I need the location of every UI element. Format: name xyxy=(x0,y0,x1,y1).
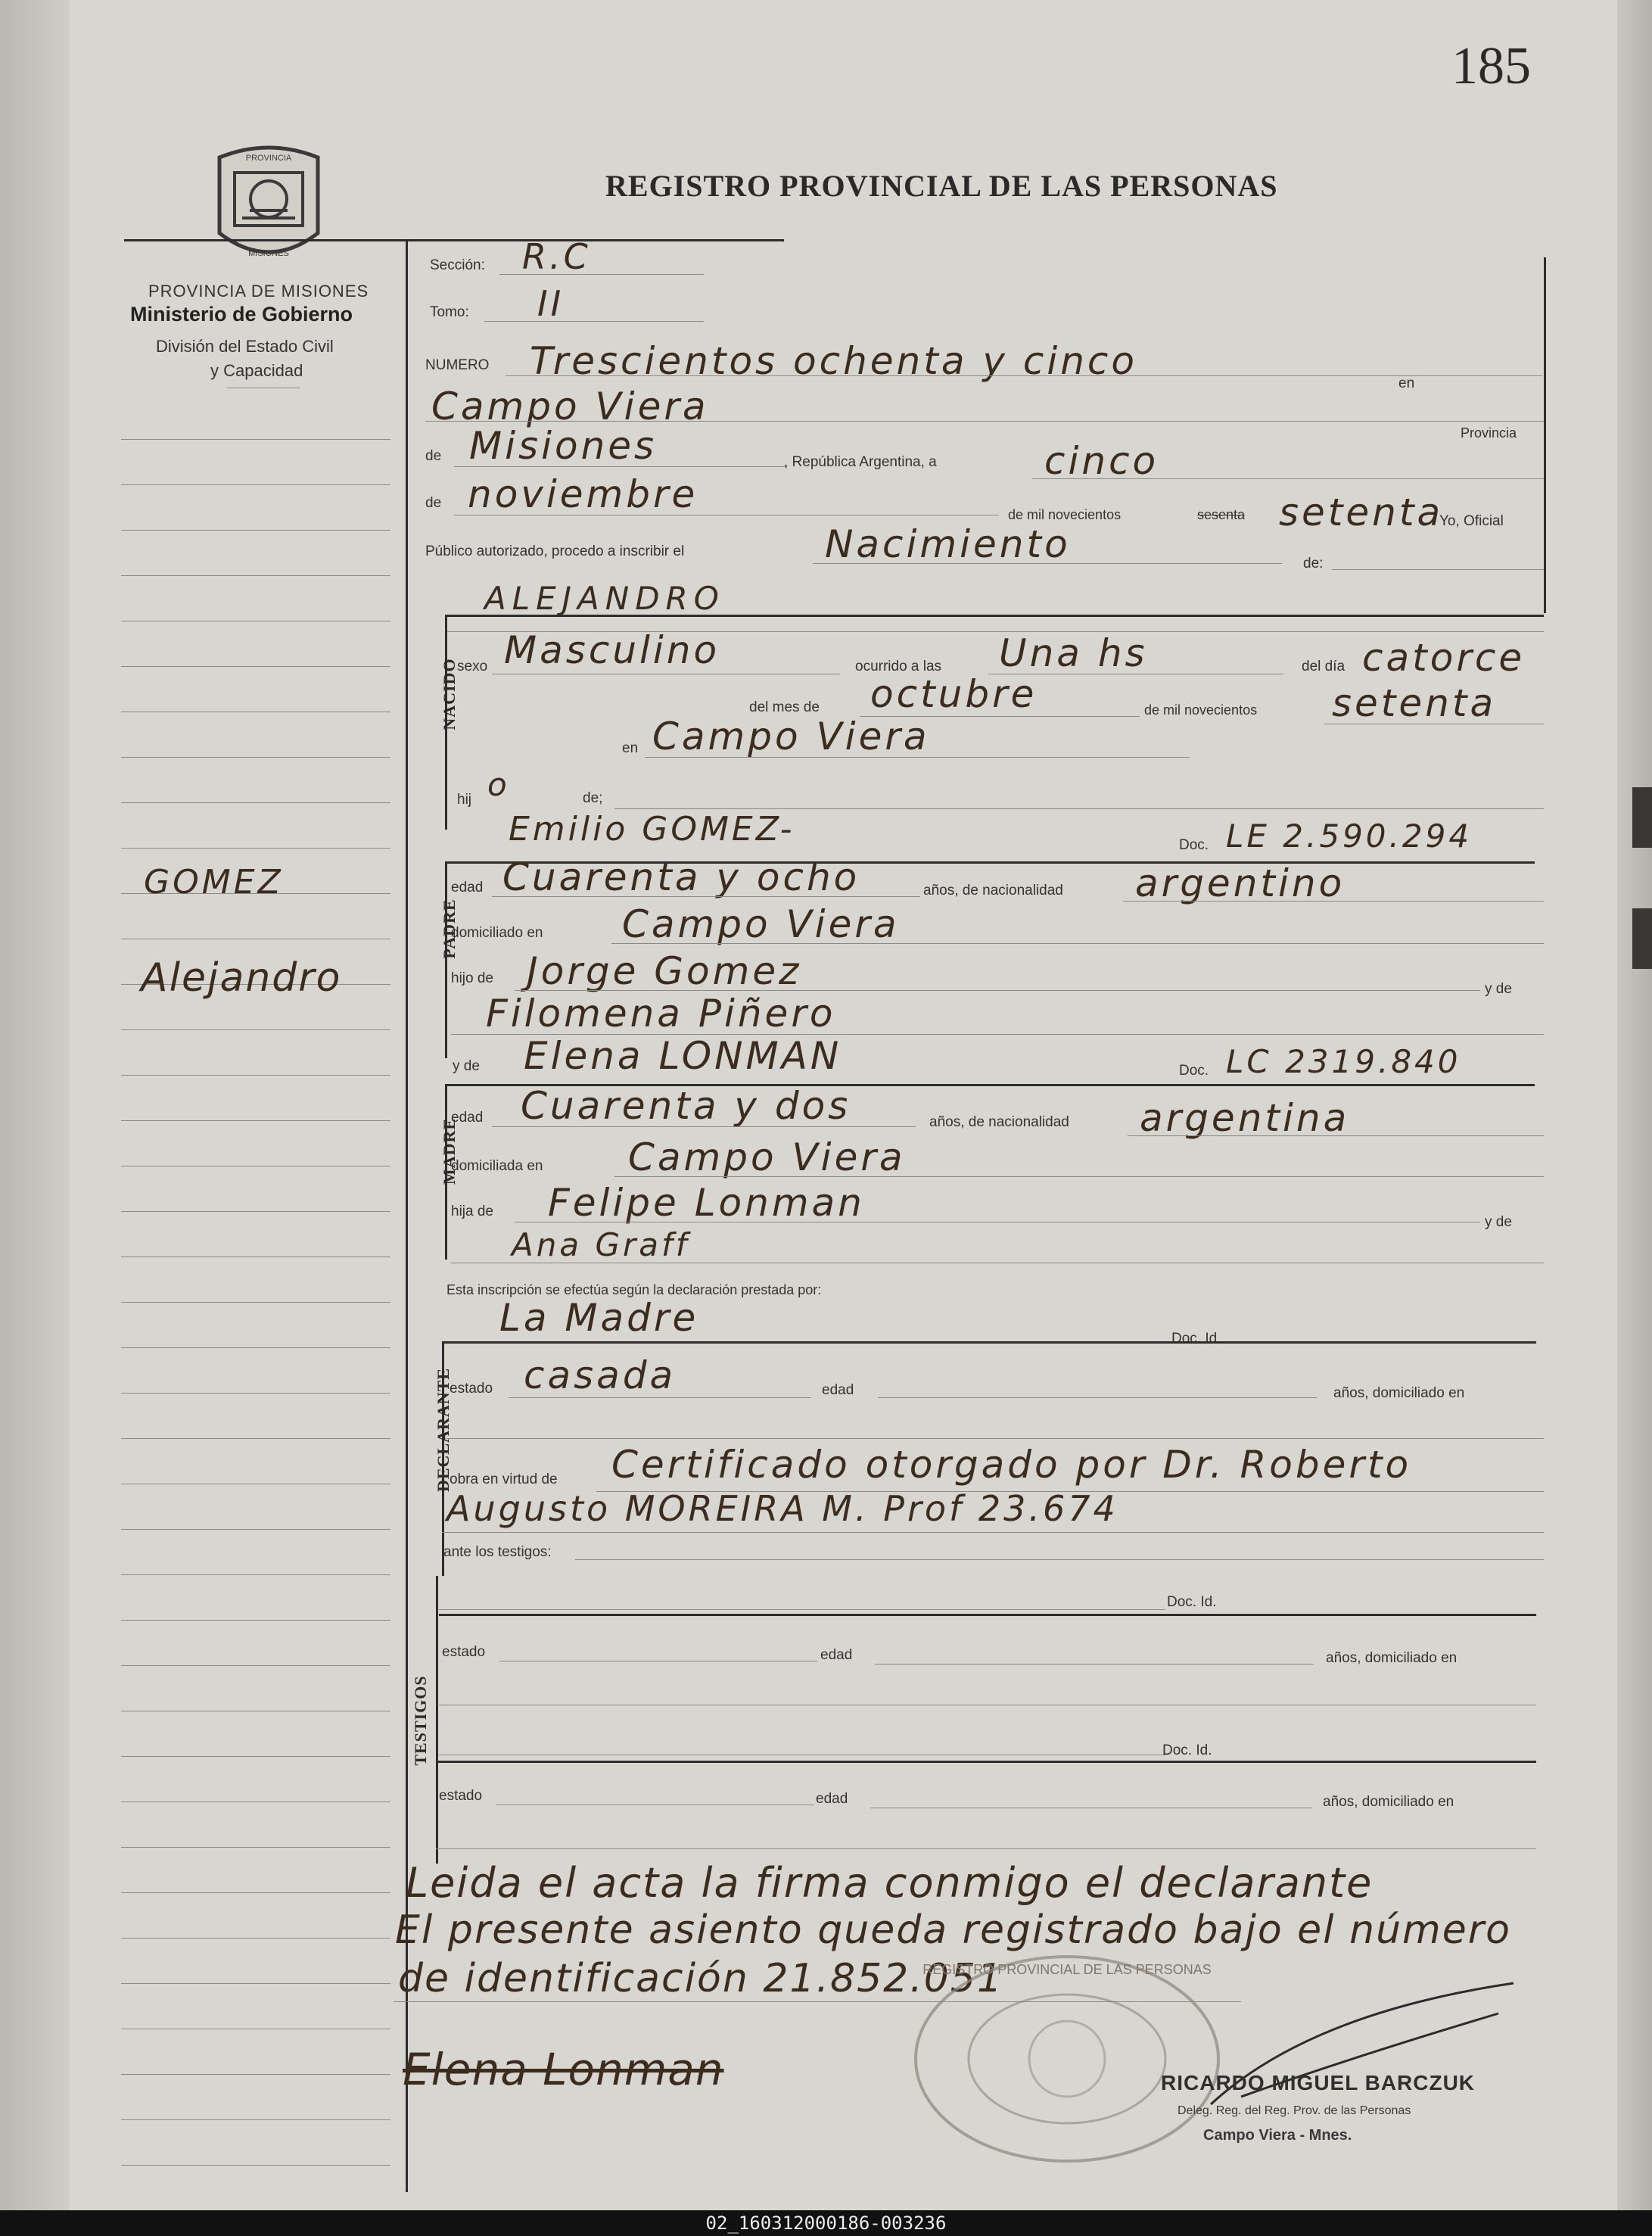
binder-tab xyxy=(1632,787,1652,848)
testigo1-rule xyxy=(439,1614,1536,1616)
sesenta-struck-label: sesenta xyxy=(1197,507,1246,522)
numero-label: NUMERO xyxy=(425,357,490,373)
tomo-value: II xyxy=(537,283,565,324)
de-semicolon-label: de; xyxy=(583,790,603,806)
dia-nacimiento-value: catorce xyxy=(1362,636,1526,680)
underline xyxy=(614,808,1544,809)
seccion-value: R.C xyxy=(522,236,591,277)
declarante-anos-label: años, domiciliado en xyxy=(1333,1385,1465,1401)
anio-nacimiento-value: setenta xyxy=(1332,681,1497,725)
seal-top-text: PROVINCIA xyxy=(245,154,292,163)
page-number: 185 xyxy=(1451,37,1531,95)
underline xyxy=(1123,901,1544,902)
declarante-label: DECLARANTE xyxy=(434,1367,453,1493)
padre-domicilio-label: domiciliado en xyxy=(451,925,543,941)
seccion-label: Sección: xyxy=(430,257,485,273)
closing-line-3: de identificación 21.852.051 xyxy=(398,1956,1004,2001)
padre-domicilio-value: Campo Viera xyxy=(622,902,900,946)
underline xyxy=(436,1848,1536,1849)
provincia-value: Misiones xyxy=(469,424,658,468)
margin-surname: GOMEZ xyxy=(144,863,284,902)
lugar-value: Campo Viera xyxy=(431,385,709,428)
padre-label: PADRE xyxy=(440,898,459,959)
top-rule xyxy=(406,239,784,241)
madre-label: MADRE xyxy=(440,1117,459,1185)
esta-inscripcion-label: Esta inscripción se efectúa según la declaración prestada por: xyxy=(446,1282,822,1297)
official-seal-icon xyxy=(908,1938,1226,2165)
underline xyxy=(1332,569,1544,570)
underline xyxy=(499,274,704,275)
declarante-estado-label: estado xyxy=(450,1381,493,1397)
madre-domicilio-label: domiciliada en xyxy=(451,1158,543,1174)
testigo1-doc-label: Doc. Id. xyxy=(1167,1594,1217,1610)
padre-madre-value: Filomena Piñero xyxy=(486,992,836,1035)
padre-nombre-value: Emilio GOMEZ- xyxy=(509,810,795,849)
underline xyxy=(813,563,1282,564)
province-label: PROVINCIA DE MISIONES xyxy=(148,282,369,301)
obra-virtud-line2: Augusto MOREIRA M. Prof 23.674 xyxy=(446,1488,1118,1529)
padre-edad-label: edad xyxy=(451,880,484,895)
madre-hija-de-label: hija de xyxy=(451,1204,493,1219)
testigo2-anos-label: años, domiciliado en xyxy=(1323,1794,1454,1810)
closing-line-1: Leida el acta la firma conmigo el declarante xyxy=(406,1859,1374,1907)
seal-text: REGISTRO PROVINCIAL DE LAS PERSONAS xyxy=(922,1962,1212,1977)
provincia-label: Provincia xyxy=(1461,425,1517,441)
padre-nacionalidad-value: argentino xyxy=(1135,861,1346,905)
officer-name: RICARDO MIGUEL BARCZUK xyxy=(1161,2071,1476,2094)
padre-doc-value: LE 2.590.294 xyxy=(1226,817,1473,855)
padre-hijo-de-label: hijo de xyxy=(451,970,493,986)
mes-value: noviembre xyxy=(468,472,698,516)
madre-edad-label: edad xyxy=(451,1110,484,1126)
de-mil-novecientos-label-2: de mil novecientos xyxy=(1144,702,1258,718)
declarante-doc-label: Doc. Id. xyxy=(1171,1331,1221,1347)
officer-role: Deleg. Reg. del Reg. Prov. de las Personas xyxy=(1178,2104,1411,2117)
republica-label: , República Argentina, a xyxy=(784,454,937,470)
hij-label: hij xyxy=(457,792,472,808)
dia-value: cinco xyxy=(1044,439,1159,483)
de-label: de xyxy=(425,448,442,464)
declarante-value: La Madre xyxy=(499,1296,699,1340)
padre-padre-value: Jorge Gomez xyxy=(527,949,802,993)
underline xyxy=(515,990,1480,991)
madre-domicilio-value: Campo Viera xyxy=(628,1135,906,1179)
nombre-value: ALEJANDRO xyxy=(484,580,725,617)
image-id-footer: 02_160312000186-003236 xyxy=(0,2210,1652,2236)
hijo-sufijo-value: o xyxy=(487,766,510,803)
padre-doc-label: Doc. xyxy=(1179,837,1209,853)
underline xyxy=(492,896,920,897)
declarante-estado-value: casada xyxy=(524,1353,677,1397)
padre-nacionalidad-label: años, de nacionalidad xyxy=(923,883,1063,898)
left-column-top-rule xyxy=(124,239,406,241)
underline xyxy=(645,757,1190,758)
madre-nacionalidad-label: años, de nacionalidad xyxy=(929,1114,1069,1130)
underline xyxy=(506,375,1542,376)
madre-doc-label: Doc. xyxy=(1179,1063,1209,1079)
underline xyxy=(575,1559,1544,1560)
madre-madre-value: Ana Graff xyxy=(512,1226,690,1263)
madre-y-de-label-2: y de xyxy=(1485,1214,1512,1230)
anio-value: setenta xyxy=(1279,490,1444,534)
numero-value: Trescientos ochenta y cinco xyxy=(530,339,1137,383)
del-dia-label: del día xyxy=(1302,659,1346,674)
underline xyxy=(614,1176,1544,1177)
underline xyxy=(425,421,1544,422)
madre-y-de-label: y de xyxy=(453,1058,480,1074)
division-label: División del Estado Civil xyxy=(156,337,334,356)
testigos-intro-label: ante los testigos: xyxy=(443,1544,552,1560)
obra-virtud-label: obra en virtud de xyxy=(450,1471,558,1487)
underline xyxy=(454,466,787,467)
underline xyxy=(442,1532,1544,1533)
underline xyxy=(509,1397,811,1398)
division-label-2: y Capacidad xyxy=(210,361,303,380)
madre-doc-value: LC 2319.840 xyxy=(1226,1043,1461,1080)
testigo2-doc-label: Doc. Id. xyxy=(1162,1742,1212,1758)
publico-label: Público autorizado, procedo a inscribir el xyxy=(425,543,685,559)
padre-y-de-label: y de xyxy=(1485,981,1512,997)
de-label-2: de xyxy=(425,495,442,511)
ministry-label: Ministerio de Gobierno xyxy=(130,303,353,325)
testigos-label: TESTIGOS xyxy=(411,1675,430,1766)
testigo1-edad-label: edad xyxy=(820,1647,853,1663)
sexo-label: sexo xyxy=(457,659,488,674)
mes-nacimiento-value: octubre xyxy=(870,672,1038,716)
nacido-label: NACIDO xyxy=(440,658,459,730)
en-label-2: en xyxy=(622,740,639,756)
madre-edad-value: Cuarenta y dos xyxy=(521,1084,851,1128)
underline xyxy=(446,1438,1544,1439)
declarante-edad-label: edad xyxy=(822,1382,854,1398)
underline xyxy=(492,1126,916,1127)
binding-strip xyxy=(1617,0,1652,2210)
ocurrido-label: ocurrido a las xyxy=(855,659,942,674)
en-label: en xyxy=(1398,375,1415,391)
del-mes-label: del mes de xyxy=(749,699,820,715)
declarante-top-rule xyxy=(442,1341,1536,1344)
obra-virtud-line1: Certificado otorgado por Dr. Roberto xyxy=(611,1443,1412,1487)
lugar-nacimiento-value: Campo Viera xyxy=(652,715,930,758)
yo-oficial-label: Yo, Oficial xyxy=(1439,513,1504,529)
de-colon-label: de: xyxy=(1303,556,1324,571)
testigo1-estado-label: estado xyxy=(442,1644,486,1660)
madre-nombre-value: Elena LONMAN xyxy=(524,1034,842,1078)
tomo-label: Tomo: xyxy=(430,304,469,320)
acto-value: Nacimiento xyxy=(825,522,1071,566)
paper-edge xyxy=(0,0,70,2236)
document-title: REGISTRO PROVINCIAL DE LAS PERSONAS xyxy=(605,169,1278,203)
closing-line-2: El presente asiento queda registrado bajo el número xyxy=(395,1907,1511,1953)
sexo-value: Masculino xyxy=(504,628,720,672)
padre-edad-value: Cuarenta y ocho xyxy=(502,855,860,899)
underline xyxy=(1032,478,1544,479)
underline xyxy=(439,1609,1165,1610)
underline xyxy=(1128,1135,1544,1136)
hora-value: Una hs xyxy=(999,631,1148,675)
de-mil-novecientos-label: de mil novecientos xyxy=(1008,507,1122,522)
margin-given-name: Alejandro xyxy=(141,955,342,1001)
binder-tab xyxy=(1632,908,1652,969)
madre-padre-value: Felipe Lonman xyxy=(548,1181,865,1225)
madre-nacionalidad-value: argentina xyxy=(1140,1096,1350,1140)
underline xyxy=(611,943,1544,944)
testigo2-estado-label: estado xyxy=(439,1788,483,1804)
underline xyxy=(878,1397,1317,1398)
testigo2-edad-label: edad xyxy=(816,1791,848,1807)
right-border xyxy=(1544,257,1546,613)
testigo1-anos-label: años, domiciliado en xyxy=(1326,1650,1458,1666)
declarant-signature: Elena Lonman xyxy=(403,2044,724,2095)
testigo2-rule xyxy=(436,1761,1536,1763)
officer-place: Campo Viera - Mnes. xyxy=(1203,2127,1352,2144)
officer-signature-icon xyxy=(1196,1968,1529,2119)
underline xyxy=(484,321,704,322)
seal-bottom-text: MISIONES xyxy=(248,249,289,258)
underline xyxy=(875,1664,1314,1665)
provincial-emblem-icon xyxy=(212,142,325,271)
testigos-divider xyxy=(436,1576,438,1864)
